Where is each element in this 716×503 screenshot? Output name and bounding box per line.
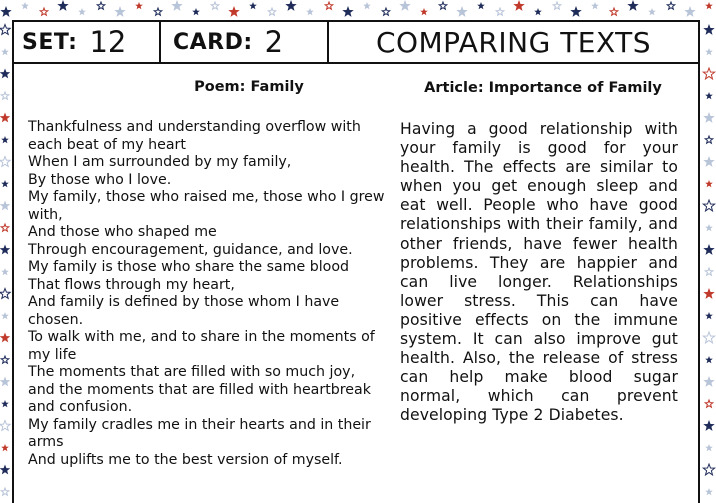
star-icon	[1, 224, 9, 231]
set-cell	[14, 22, 161, 62]
star-icon	[703, 244, 714, 255]
star-icon	[1, 444, 9, 451]
poem-line: my life	[28, 346, 77, 363]
star-icon	[439, 2, 447, 9]
star-icon	[610, 8, 618, 15]
article-text: Having a good relationship with your family is good for your health. The effects are similar to when you get enough sleep and eat well. People who have good relationships with their family, and other friends, have fewer health problems. They are happier and can live longer. Relationships lower stress. This can have positive effects on the immune system. It can also improve gut health. Also, the release of stress can help make blood sugar normal, which can prevent developing Type 2 Diabetes.	[400, 120, 678, 425]
star-icon	[667, 2, 675, 9]
star-icon	[285, 0, 296, 11]
star-icon	[135, 2, 143, 9]
poem-line: And those who shaped me	[28, 224, 217, 240]
star-icon	[705, 48, 713, 55]
star-icon	[705, 400, 713, 407]
star-icon	[705, 92, 713, 99]
star-icon	[477, 2, 485, 9]
star-icon	[114, 6, 125, 17]
star-icon	[705, 2, 713, 9]
star-icon	[40, 8, 48, 15]
star-icon	[703, 376, 714, 387]
star-icon	[684, 6, 695, 17]
star-icon	[57, 0, 68, 11]
star-icon	[703, 68, 714, 79]
poem-line: My family cradles me in their hearts and in their	[28, 416, 371, 433]
star-icon	[0, 377, 10, 387]
star-icon	[0, 245, 10, 255]
title-cell	[329, 22, 698, 62]
star-icon	[648, 8, 656, 15]
poem-line: My family is those who share the same blood	[28, 259, 350, 275]
star-icon	[703, 332, 714, 343]
star-icon	[705, 356, 713, 363]
star-icon	[21, 2, 29, 9]
set-value: 12	[89, 25, 127, 59]
poem-line: and confusion.	[28, 399, 133, 415]
poem-line: The moments that are filled with so much joy,	[28, 364, 356, 380]
poem-line: And family is defined by those whom I have	[28, 294, 340, 310]
star-icon	[1, 312, 9, 319]
star-icon	[0, 157, 10, 167]
poem-title: Poem: Family	[194, 79, 304, 95]
star-icon	[705, 312, 713, 319]
star-icon	[0, 421, 10, 431]
star-icon	[0, 465, 10, 475]
poem-line: And uplifts me to the best version of myself.	[28, 451, 343, 468]
star-icon	[0, 201, 10, 211]
star-icon	[1, 92, 9, 99]
star-icon	[1, 356, 9, 363]
star-icon	[1, 48, 9, 55]
star-icon	[703, 420, 714, 431]
star-icon	[399, 0, 410, 11]
poem-line: Through encouragement, guidance, and love.	[28, 241, 353, 258]
star-icon	[513, 0, 524, 11]
poem-line: with,	[28, 206, 63, 223]
poem-line: Thankfulness and understanding overflow with	[28, 119, 361, 135]
star-icon	[705, 444, 713, 451]
card-label: CARD:	[173, 29, 253, 55]
star-icon	[1, 136, 9, 143]
card-value: 2	[264, 25, 284, 59]
poem-line: When I am surrounded by my family,	[28, 154, 292, 170]
card-header	[14, 22, 698, 64]
star-icon	[97, 2, 105, 9]
star-icon	[705, 268, 713, 275]
star-icon	[228, 6, 239, 17]
article-title: Article: Importance of Family	[424, 80, 662, 96]
star-icon	[456, 6, 467, 17]
star-icon	[705, 180, 713, 187]
star-icon	[705, 488, 713, 495]
page-title: COMPARING TEXTS	[375, 25, 652, 59]
star-icon	[363, 2, 371, 9]
star-icon	[534, 8, 542, 15]
set-label: SET:	[22, 29, 78, 55]
poem-line: My family, those who raised me, those who I grew	[28, 189, 385, 205]
poem-line: To walk with me, and to share in the moments of	[28, 329, 375, 345]
card-cell	[161, 22, 329, 62]
poem-line: each beat of my heart	[28, 136, 186, 153]
poem-text	[28, 119, 386, 469]
poem-line: That flows through my heart,	[28, 276, 235, 293]
star-icon	[211, 2, 219, 9]
star-icon	[171, 0, 182, 11]
star-icon	[0, 69, 10, 79]
star-icon	[1, 400, 9, 407]
star-icon	[0, 6, 11, 17]
poem-line: arms	[28, 434, 64, 450]
star-icon	[0, 113, 10, 123]
star-icon	[703, 288, 714, 299]
star-icon	[496, 8, 504, 15]
star-icon	[306, 8, 314, 15]
star-icon	[705, 224, 713, 231]
star-icon	[0, 25, 10, 35]
star-icon	[703, 156, 714, 167]
star-icon	[249, 2, 257, 9]
star-icon	[342, 6, 353, 17]
star-icon	[703, 112, 714, 123]
star-icon	[0, 333, 10, 343]
star-icon	[703, 24, 714, 35]
star-icon	[1, 180, 9, 187]
star-icon	[420, 8, 428, 15]
star-icon	[570, 6, 581, 17]
star-icon	[591, 2, 599, 9]
star-icon	[703, 464, 714, 475]
star-icon	[154, 8, 162, 15]
star-icon	[703, 200, 714, 211]
star-icon	[553, 2, 561, 9]
star-icon	[1, 488, 9, 495]
star-icon	[705, 136, 713, 143]
star-icon	[268, 8, 276, 15]
star-icon	[325, 2, 333, 9]
poem-line: and the moments that are filled with heartbreak	[28, 381, 371, 398]
star-icon	[192, 8, 200, 15]
star-icon	[78, 8, 86, 15]
poem-line: By those who I love.	[28, 171, 172, 188]
star-icon	[0, 289, 10, 299]
star-icon	[382, 8, 390, 15]
star-icon	[627, 0, 638, 11]
poem-line: chosen.	[28, 311, 84, 328]
star-icon	[1, 268, 9, 275]
